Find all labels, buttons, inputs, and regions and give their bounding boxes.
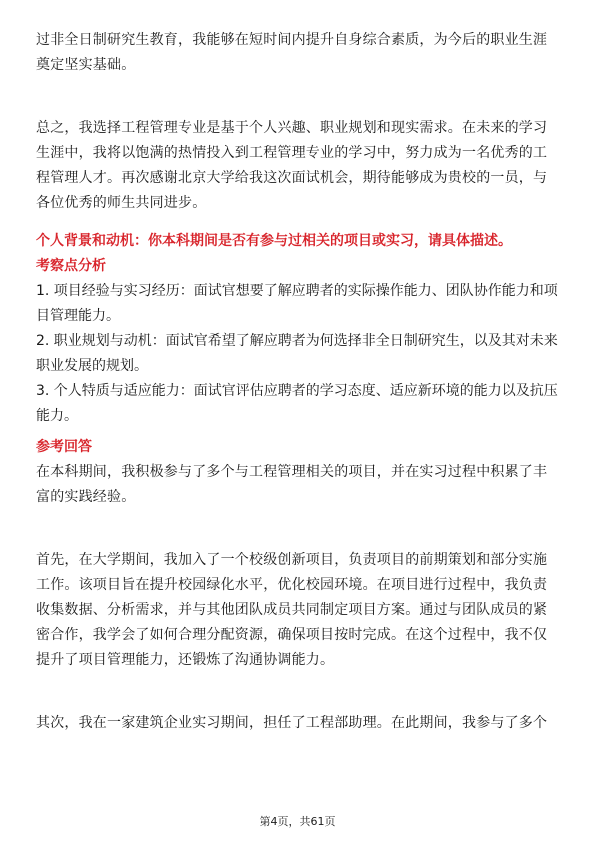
analysis-title: 考察点分析: [36, 258, 106, 274]
page-number: 第4页，共61页: [259, 815, 336, 828]
analysis-item-2: 2. 职业规划与动机：面试官希望了解应聘者为何选择非全日制研究生，以及其对未来职业发展的规划。: [36, 333, 558, 374]
answer-paragraph-3: 其次，我在一家建筑企业实习期间，担任了工程部助理。在此期间，我参与了多个: [36, 715, 548, 731]
page-footer: [0, 813, 595, 829]
document-page: [36, 28, 559, 736]
question-heading: 个人背景和动机：你本科期间是否有参与过相关的项目或实习，请具体描述。: [36, 233, 512, 249]
paragraph-continuation: 过非全日制研究生教育，我能够在短时间内提升自身综合素质，为今后的职业生涯奠定坚实基础。: [36, 32, 548, 73]
answer-paragraph-2: 首先，在大学期间，我加入了一个校级创新项目，负责项目的前期策划和部分实施工作。该项目旨在提升校园绿化水平，优化校园环境。在项目进行过程中，我负责收集数据、分析需求，并与其他团队成员共同制定项目方案。通过与团队成员的紧密合作，我学会了如何合理分配资源，确保项目按时完成。在这个过程中，我不仅提升了项目管理能力，还锻炼了沟通协调能力。: [36, 552, 548, 668]
answer-title: 参考回答: [36, 439, 92, 455]
answer-paragraph-1: 在本科期间，我积极参与了多个与工程管理相关的项目，并在实习过程中积累了丰富的实践经验。: [36, 464, 548, 505]
analysis-item-1: 1. 项目经验与实习经历：面试官想要了解应聘者的实际操作能力、团队协作能力和项目管理能力。: [36, 283, 558, 324]
paragraph-conclusion: 总之，我选择工程管理专业是基于个人兴趣、职业规划和现实需求。在未来的学习生涯中，我将以饱满的热情投入到工程管理专业的学习中，努力成为一名优秀的工程管理人才。再次感谢北京大学给我这次面试机会，期待能够成为贵校的一员，与各位优秀的师生共同进步。: [36, 120, 548, 211]
analysis-item-3: 3. 个人特质与适应能力：面试官评估应聘者的学习态度、适应新环境的能力以及抗压能力。: [36, 383, 558, 424]
